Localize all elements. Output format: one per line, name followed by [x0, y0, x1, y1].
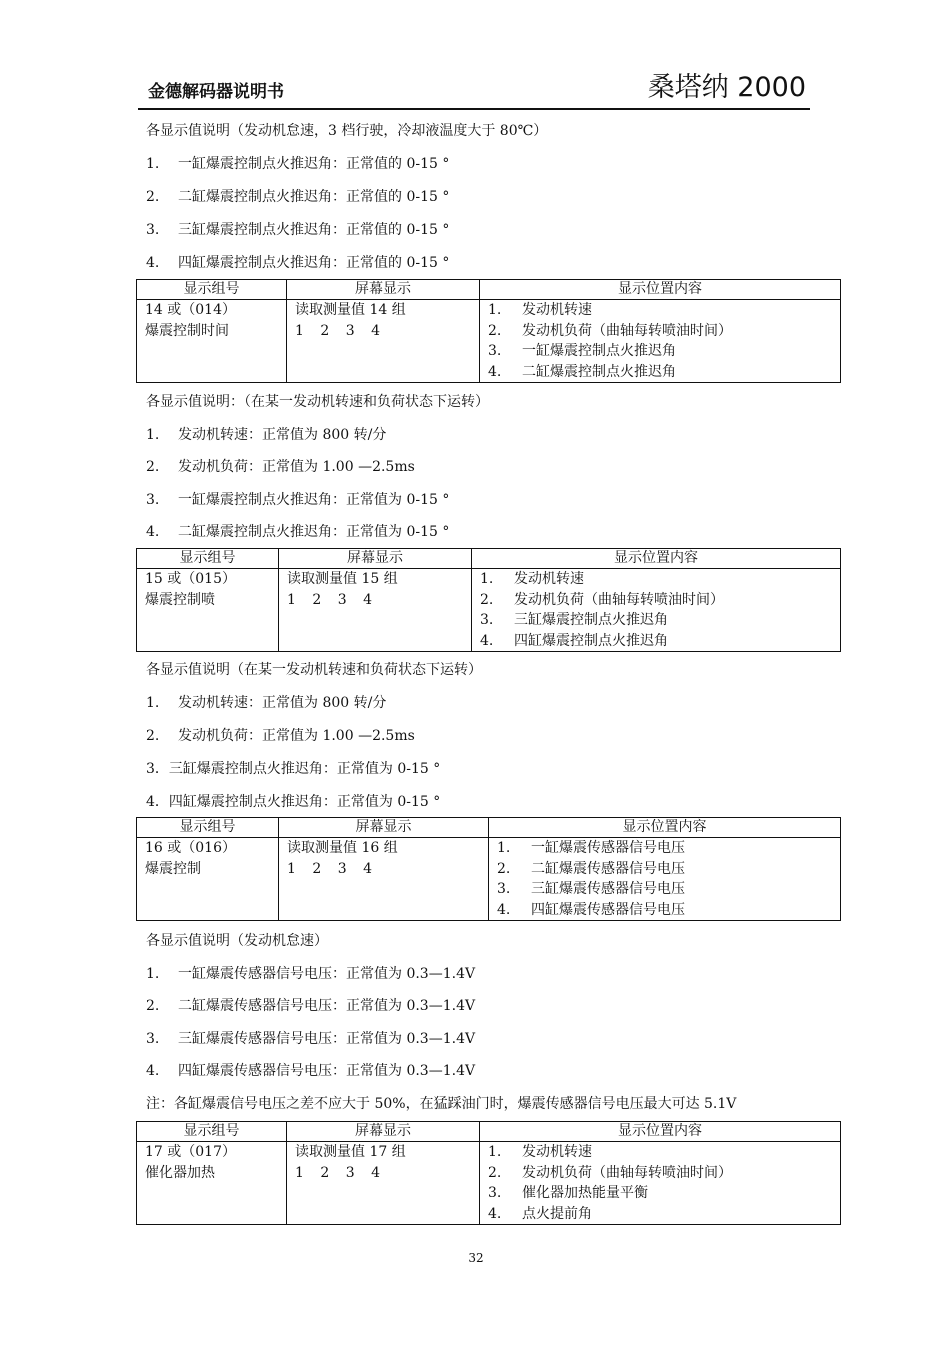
item-number: 2. [146, 728, 160, 744]
section2-intro: 各显示值说明：（在某一发动机转速和负荷状态下运转） [146, 394, 489, 410]
section4-item-3 [146, 1030, 475, 1048]
group-name: 爆震控制 [145, 860, 201, 877]
content-item-3 [488, 341, 832, 362]
item-text: 四缸爆震控制点火推迟角：正常值的 0-15 ° [178, 255, 450, 271]
content-number: 4. [497, 901, 511, 918]
content-number: 1. [480, 571, 494, 587]
section3-intro: 各显示值说明（在某一发动机转速和负荷状态下运转） [146, 662, 482, 678]
item-number: 3. [146, 492, 160, 508]
content-text: 二缸爆震传感器信号电压 [531, 860, 685, 877]
screen-cell [279, 838, 489, 921]
table-header-row [137, 1122, 841, 1142]
group-name: 爆震控制喷 [145, 591, 215, 608]
header-screen: 屏幕显示 [279, 818, 489, 838]
item-number: 2. [146, 998, 160, 1014]
content-number: 4. [488, 363, 502, 380]
screen-label: 读取测量值 17 组 [295, 1144, 406, 1160]
item-number: 2. [146, 459, 160, 475]
section3-item-2 [146, 727, 415, 745]
item-number: 3. [146, 1031, 160, 1047]
header-content: 显示位置内容 [489, 818, 841, 838]
table-group-16 [136, 817, 841, 921]
content-item-2 [488, 321, 832, 342]
content-text: 四缸爆震控制点火推迟角 [514, 632, 668, 649]
item-number: 4. [146, 524, 160, 540]
item-text: 发动机负荷：正常值为 1.00 —2.5ms [178, 728, 415, 744]
section2-item-4 [146, 523, 449, 541]
content-text: 发动机转速 [522, 302, 592, 318]
page-number: 32 [468, 1251, 484, 1265]
vehicle-model: 桑塔纳 2000 [647, 72, 806, 103]
content-number: 3. [497, 881, 511, 897]
content-item-1 [488, 300, 832, 321]
content-item-2 [480, 590, 832, 611]
section4-item-2 [146, 997, 475, 1015]
content-item-3 [480, 610, 832, 631]
section4-note: 注：各缸爆震信号电压之差不应大于 50%，在猛踩油门时，爆震传感器信号电压最大可达 5.1V [146, 1096, 737, 1112]
content-item-3 [497, 879, 832, 900]
header-group: 显示组号 [137, 818, 279, 838]
header-group: 显示组号 [137, 549, 279, 569]
content-number: 2. [480, 591, 494, 608]
content-item-4 [480, 631, 832, 652]
content-text: 三缸爆震传感器信号电压 [531, 881, 685, 897]
item-text: 发动机负荷：正常值为 1.00 —2.5ms [178, 459, 415, 475]
screen-values: 1 2 3 4 [295, 322, 380, 339]
item-number: 1. [146, 695, 160, 711]
content-item-2 [497, 859, 832, 880]
group-number: 16 或（016） [145, 840, 236, 856]
section4-item-1 [146, 965, 475, 983]
content-cell [480, 1142, 841, 1225]
item-number: 1. [146, 427, 160, 443]
screen-values: 1 2 3 4 [287, 591, 372, 608]
header-group: 显示组号 [137, 280, 287, 300]
content-number: 2. [488, 322, 502, 339]
content-item-2 [488, 1163, 832, 1184]
section4-intro: 各显示值说明（发动机怠速） [146, 933, 328, 949]
section3-item-4: 4．四缸爆震控制点火推迟角：正常值为 0-15 ° [146, 794, 441, 810]
item-number: 1. [146, 966, 160, 982]
content-item-3 [488, 1183, 832, 1204]
group-number: 17 或（017） [145, 1144, 236, 1160]
content-text: 发动机转速 [522, 1144, 592, 1160]
content-text: 发动机负荷（曲轴每转喷油时间） [522, 322, 732, 339]
content-number: 3. [488, 343, 502, 359]
content-item-1 [480, 569, 832, 590]
section1-intro: 各显示值说明（发动机怠速，3 档行驶，冷却液温度大于 80℃） [146, 123, 548, 139]
item-number: 4. [146, 255, 160, 271]
content-item-4 [488, 1204, 832, 1225]
content-number: 2. [497, 860, 511, 877]
content-item-1 [488, 1142, 832, 1163]
content-text: 三缸爆震控制点火推迟角 [514, 612, 668, 628]
content-text: 二缸爆震控制点火推迟角 [522, 363, 676, 380]
group-number: 15 或（015） [145, 571, 236, 587]
group-cell [137, 1142, 287, 1225]
table-group-15 [136, 548, 841, 652]
content-number: 3. [488, 1185, 502, 1201]
screen-cell [287, 300, 480, 383]
table-row [137, 569, 841, 652]
item-text: 一缸爆震传感器信号电压：正常值为 0.3—1.4V [178, 966, 476, 982]
content-item-4 [497, 900, 832, 921]
item-number: 3. [146, 222, 160, 238]
item-number: 2. [146, 189, 160, 205]
header-screen: 屏幕显示 [287, 1122, 480, 1142]
section2-item-1 [146, 426, 386, 444]
item-text: 发动机转速：正常值为 800 转/分 [178, 427, 387, 443]
content-text: 发动机负荷（曲轴每转喷油时间） [522, 1164, 732, 1181]
group-name: 爆震控制时间 [145, 322, 229, 339]
item-text: 二缸爆震控制点火推迟角：正常值的 0-15 ° [178, 189, 450, 205]
content-text: 催化器加热能量平衡 [522, 1185, 648, 1201]
section2-item-2 [146, 458, 415, 476]
header-group: 显示组号 [137, 1122, 287, 1142]
header-content: 显示位置内容 [480, 280, 841, 300]
screen-cell [287, 1142, 480, 1225]
section3-item-1 [146, 694, 386, 712]
group-cell [137, 569, 279, 652]
group-name: 催化器加热 [145, 1164, 215, 1181]
content-cell [480, 300, 841, 383]
content-text: 四缸爆震传感器信号电压 [531, 901, 685, 918]
content-number: 1. [497, 840, 511, 856]
header-screen: 屏幕显示 [279, 549, 472, 569]
content-number: 1. [488, 1144, 502, 1160]
item-text: 三缸爆震控制点火推迟角：正常值的 0-15 ° [178, 222, 450, 238]
content-cell [472, 569, 841, 652]
item-number: 4. [146, 1063, 160, 1079]
content-number: 3. [480, 612, 494, 628]
header-content: 显示位置内容 [472, 549, 841, 569]
content-text: 点火提前角 [522, 1205, 592, 1222]
table-header-row [137, 280, 841, 300]
content-number: 1. [488, 302, 502, 318]
content-cell [489, 838, 841, 921]
screen-values: 1 2 3 4 [295, 1164, 380, 1181]
content-number: 4. [480, 632, 494, 649]
item-text: 三缸爆震传感器信号电压：正常值为 0.3—1.4V [178, 1031, 476, 1047]
screen-values: 1 2 3 4 [287, 860, 372, 877]
content-text: 一缸爆震传感器信号电压 [531, 840, 685, 856]
table-row [137, 838, 841, 921]
item-text: 二缸爆震控制点火推迟角：正常值为 0-15 ° [178, 524, 450, 540]
table-header-row [137, 549, 841, 569]
section1-item-3 [146, 221, 449, 239]
screen-label: 读取测量值 15 组 [287, 571, 398, 587]
item-text: 一缸爆震控制点火推迟角：正常值为 0-15 ° [178, 492, 450, 508]
item-text: 发动机转速：正常值为 800 转/分 [178, 695, 387, 711]
item-text: 二缸爆震传感器信号电压：正常值为 0.3—1.4V [178, 998, 476, 1014]
header-screen: 屏幕显示 [287, 280, 480, 300]
table-group-17 [136, 1121, 841, 1225]
header-content: 显示位置内容 [480, 1122, 841, 1142]
table-row [137, 1142, 841, 1225]
section3-item-3: 3．三缸爆震控制点火推迟角：正常值为 0-15 ° [146, 761, 441, 777]
table-row [137, 300, 841, 383]
item-text: 一缸爆震控制点火推迟角：正常值的 0-15 ° [178, 156, 450, 172]
content-text: 一缸爆震控制点火推迟角 [522, 343, 676, 359]
screen-cell [279, 569, 472, 652]
item-text: 四缸爆震传感器信号电压：正常值为 0.3—1.4V [178, 1063, 476, 1079]
screen-label: 读取测量值 16 组 [287, 840, 398, 856]
content-item-1 [497, 838, 832, 859]
group-cell [137, 838, 279, 921]
section4-item-4 [146, 1062, 475, 1080]
section1-item-4 [146, 254, 449, 272]
section2-item-3 [146, 491, 449, 509]
content-text: 发动机转速 [514, 571, 584, 587]
manual-title: 金德解码器说明书 [148, 82, 284, 102]
group-cell [137, 300, 287, 383]
content-item-4 [488, 362, 832, 383]
page-header [138, 66, 810, 110]
content-number: 2. [488, 1164, 502, 1181]
content-number: 4. [488, 1205, 502, 1222]
item-number: 1. [146, 156, 160, 172]
table-header-row [137, 818, 841, 838]
section1-item-1 [146, 155, 449, 173]
screen-label: 读取测量值 14 组 [295, 302, 406, 318]
table-group-14 [136, 279, 841, 383]
content-text: 发动机负荷（曲轴每转喷油时间） [514, 591, 724, 608]
group-number: 14 或（014） [145, 302, 236, 318]
section1-item-2 [146, 188, 449, 206]
